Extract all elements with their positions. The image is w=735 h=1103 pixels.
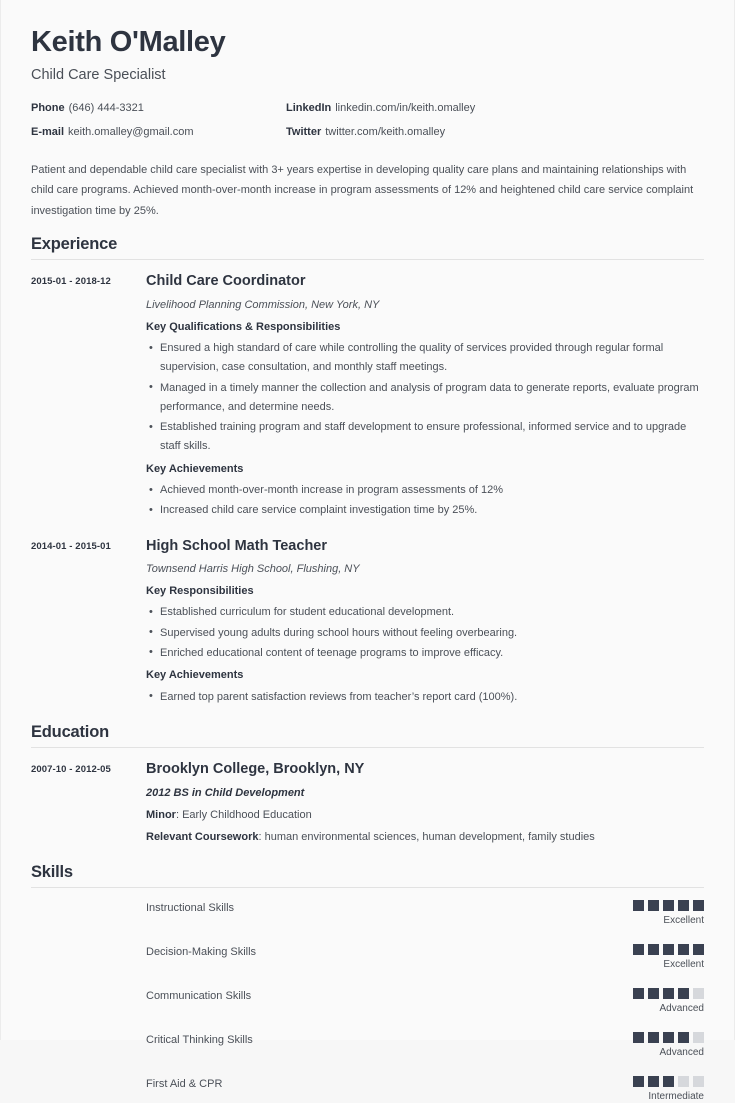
education-coursework bbox=[146, 828, 704, 847]
experience-entry bbox=[31, 537, 704, 711]
resume-header bbox=[31, 26, 704, 221]
education-minor bbox=[146, 806, 704, 825]
skill-rating-squares bbox=[630, 988, 704, 999]
education-minor-value: : Early Childhood Education bbox=[175, 809, 312, 822]
section-experience bbox=[31, 235, 704, 711]
education-minor-label: Minor bbox=[146, 809, 176, 822]
rating-square-filled bbox=[633, 944, 644, 955]
experience-bullet: • Increased child care service complaint investigation time by 25%. bbox=[146, 501, 704, 520]
experience-bullet: • Supervised young adults during school hours without feeling overbearing. bbox=[146, 624, 704, 643]
experience-bullet: • Established training program and staff development to ensure professional, informed service and to upgrade staff skills. bbox=[146, 418, 704, 457]
candidate-job-title: Child Care Specialist bbox=[31, 67, 166, 84]
contact-label-twitter: Twitter bbox=[286, 125, 322, 138]
rating-square-filled bbox=[663, 944, 674, 955]
section-title-skills: Skills bbox=[31, 863, 704, 888]
section-education bbox=[31, 723, 704, 849]
rating-square-filled bbox=[693, 900, 704, 911]
skill-row bbox=[31, 1076, 704, 1103]
contact-value-email[interactable]: keith.omalley@gmail.com bbox=[68, 125, 194, 138]
skill-row bbox=[31, 900, 704, 927]
rating-square-filled bbox=[693, 944, 704, 955]
rating-square-filled bbox=[648, 988, 659, 999]
rating-square-filled bbox=[648, 1032, 659, 1043]
education-entry-body bbox=[146, 760, 704, 849]
experience-bullet: • Established curriculum for student educational development. bbox=[146, 603, 704, 622]
experience-bullet-list bbox=[146, 339, 704, 457]
rating-square-filled bbox=[678, 1032, 689, 1043]
rating-square-empty bbox=[678, 1076, 689, 1087]
skill-name: Instructional Skills bbox=[146, 901, 235, 914]
rating-square-empty bbox=[693, 1076, 704, 1087]
rating-square-empty bbox=[693, 988, 704, 999]
skill-level-label: Advanced bbox=[659, 1046, 704, 1058]
skill-rating-squares bbox=[630, 944, 704, 955]
contact-item-linkedin[interactable] bbox=[286, 101, 704, 116]
contact-item-phone bbox=[31, 101, 286, 116]
education-entry-date: 2007-10 - 2012-05 bbox=[31, 763, 111, 775]
rating-square-filled bbox=[633, 1032, 644, 1043]
contact-item-email[interactable] bbox=[31, 125, 286, 140]
contact-info-grid bbox=[31, 101, 704, 140]
skill-level-label: Advanced bbox=[659, 1002, 704, 1014]
skill-level-label: Intermediate bbox=[648, 1090, 704, 1102]
rating-square-filled bbox=[678, 900, 689, 911]
experience-entry-role: Child Care Coordinator bbox=[146, 273, 306, 290]
experience-entry-organization: Townsend Harris High School, Flushing, NY bbox=[146, 563, 360, 576]
rating-square-filled bbox=[663, 1076, 674, 1087]
contact-label-phone: Phone bbox=[31, 102, 65, 115]
education-coursework-label: Relevant Coursework bbox=[146, 830, 259, 843]
skill-rating bbox=[630, 1032, 704, 1059]
education-coursework-value: : human environmental sciences, human development, family studies bbox=[258, 830, 595, 843]
rating-square-empty bbox=[693, 1032, 704, 1043]
rating-square-filled bbox=[633, 1076, 644, 1087]
experience-subheading: Key Achievements bbox=[146, 669, 244, 682]
rating-square-filled bbox=[648, 1076, 659, 1087]
rating-square-filled bbox=[648, 900, 659, 911]
contact-value-twitter[interactable]: twitter.com/keith.omalley bbox=[325, 125, 446, 138]
experience-entry bbox=[31, 272, 704, 524]
contact-label-linkedin: LinkedIn bbox=[286, 102, 332, 115]
education-entry bbox=[31, 760, 704, 849]
experience-entry-role: High School Math Teacher bbox=[146, 537, 328, 554]
section-title-education: Education bbox=[31, 723, 704, 748]
rating-square-filled bbox=[663, 900, 674, 911]
experience-bullet-list bbox=[146, 688, 704, 707]
experience-entry-date: 2014-01 - 2015-01 bbox=[31, 540, 111, 552]
rating-square-filled bbox=[663, 1032, 674, 1043]
skill-row bbox=[31, 988, 704, 1015]
rating-square-filled bbox=[633, 988, 644, 999]
experience-bullet-list bbox=[146, 603, 704, 663]
skill-name: Communication Skills bbox=[146, 989, 252, 1002]
skill-row bbox=[31, 1032, 704, 1059]
experience-subheading: Key Qualifications & Responsibilities bbox=[146, 320, 341, 333]
rating-square-filled bbox=[633, 900, 644, 911]
experience-bullet: • Earned top parent satisfaction reviews from teacher’s report card (100%). bbox=[146, 688, 704, 707]
rating-square-filled bbox=[678, 988, 689, 999]
skill-rating-squares bbox=[630, 1032, 704, 1043]
rating-square-filled bbox=[663, 988, 674, 999]
contact-item-twitter[interactable] bbox=[286, 125, 704, 140]
candidate-name: Keith O'Malley bbox=[31, 26, 226, 58]
section-title-experience: Experience bbox=[31, 235, 704, 260]
rating-square-filled bbox=[648, 944, 659, 955]
experience-bullet: • Managed in a timely manner the collection and analysis of program data to generate reports, evaluate program performance, and determine needs. bbox=[146, 379, 704, 418]
contact-label-email: E-mail bbox=[31, 125, 65, 138]
skill-name: Decision-Making Skills bbox=[146, 945, 257, 958]
experience-entry-body bbox=[146, 272, 704, 524]
skill-level-label: Excellent bbox=[663, 914, 704, 926]
skill-row bbox=[31, 944, 704, 971]
experience-entry-organization: Livelihood Planning Commission, New York, NY bbox=[146, 299, 380, 311]
education-degree: 2012 BS in Child Development bbox=[146, 786, 305, 799]
section-skills bbox=[31, 863, 704, 1103]
skill-name: Critical Thinking Skills bbox=[146, 1033, 253, 1046]
experience-entry-date: 2015-01 - 2018-12 bbox=[31, 276, 111, 288]
experience-bullet: • Ensured a high standard of care while controlling the quality of services provided through regular formal supervision, case consultation, and monthly staff meetings. bbox=[146, 339, 704, 378]
skill-rating bbox=[630, 1076, 704, 1103]
experience-bullet: • Enriched educational content of teenage programs to improve efficacy. bbox=[146, 644, 704, 663]
experience-entry-body bbox=[146, 537, 704, 711]
experience-bullet: • Achieved month-over-month increase in program assessments of 12% bbox=[146, 481, 704, 500]
rating-square-filled bbox=[678, 944, 689, 955]
skill-rating bbox=[630, 988, 704, 1015]
experience-bullet-list bbox=[146, 481, 704, 521]
education-school-name: Brooklyn College, Brooklyn, NY bbox=[146, 760, 365, 777]
experience-subheading: Key Responsibilities bbox=[146, 584, 254, 597]
skill-rating-squares bbox=[630, 1076, 704, 1087]
experience-subheading: Key Achievements bbox=[146, 462, 244, 475]
skill-name: First Aid & CPR bbox=[146, 1077, 223, 1090]
skill-rating bbox=[630, 944, 704, 971]
contact-value-phone: (646) 444-3321 bbox=[68, 102, 144, 115]
skill-rating bbox=[630, 900, 704, 927]
skill-rating-squares bbox=[630, 900, 704, 911]
professional-summary: Patient and dependable child care specialist with 3+ years expertise in developing quality care plans and maintaining relationships with child care programs. Achieved month-over-month increase in program assessments of 12% and heightened child care service complaint investigation time by 25%. bbox=[31, 164, 694, 217]
skill-level-label: Excellent bbox=[663, 958, 704, 970]
contact-value-linkedin[interactable]: linkedin.com/in/keith.omalley bbox=[335, 102, 476, 115]
